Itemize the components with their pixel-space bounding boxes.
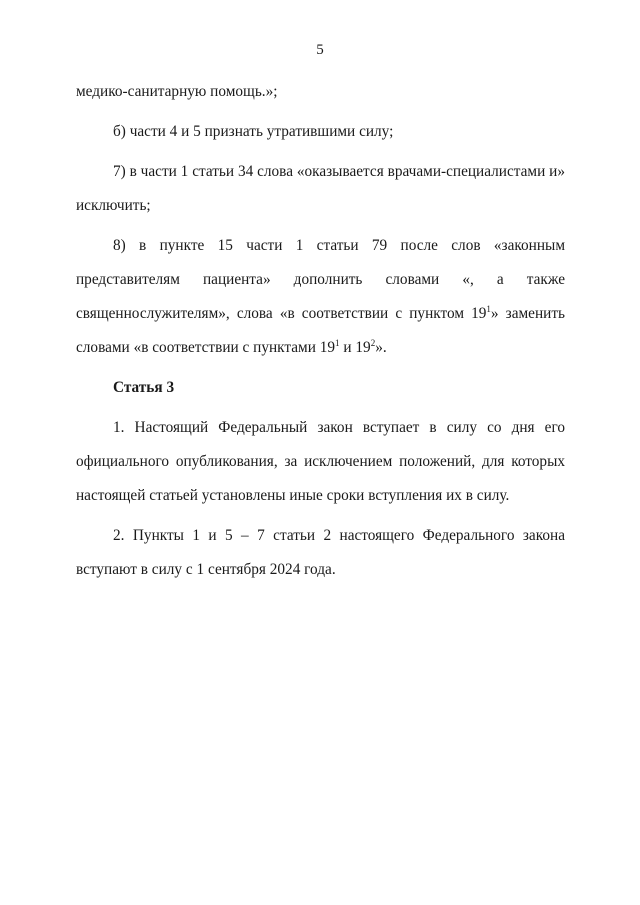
paragraph-item-8-part-b: » заменить словами «в соответствии с пунктами 19: [76, 305, 565, 356]
superscript-3: 2: [370, 337, 376, 348]
paragraph-item-8-part-c: и 19: [339, 339, 371, 356]
paragraph-item-8-part-d: ».: [375, 339, 387, 356]
paragraph-continuation: медико-санитарную помощь.»;: [76, 83, 278, 100]
superscript-2: 1: [335, 337, 340, 348]
paragraph-article3-item-1: 1. Настоящий Федеральный закон вступает в силу со дня его официального опубликования, за исключением положений, для которых настоящей статьей установлены иные сроки вступления их в силу.: [76, 419, 565, 504]
article-heading: Статья 3: [113, 379, 175, 396]
paragraph-article3-item-2: 2. Пункты 1 и 5 – 7 статьи 2 настоящего Федерального закона вступают в силу с 1 сентября 2024 года.: [76, 527, 565, 578]
paragraph-item-8-part-a: 8) в пункте 15 части 1 статьи 79 после слов «законным представителям пациента» дополнить словами «, а также священнослужителям», слова «в соответствии с пунктом 19: [76, 237, 565, 322]
paragraph-item-8: [76, 229, 565, 365]
page-number: 5: [316, 42, 324, 58]
superscript-1: 1: [486, 303, 491, 314]
paragraph-item-b: б) части 4 и 5 признать утратившими силу;: [113, 123, 394, 140]
document-body: [76, 75, 565, 587]
paragraph-item-7: 7) в части 1 статьи 34 слова «оказывается врачами-специалистами и» исключить;: [76, 163, 565, 214]
